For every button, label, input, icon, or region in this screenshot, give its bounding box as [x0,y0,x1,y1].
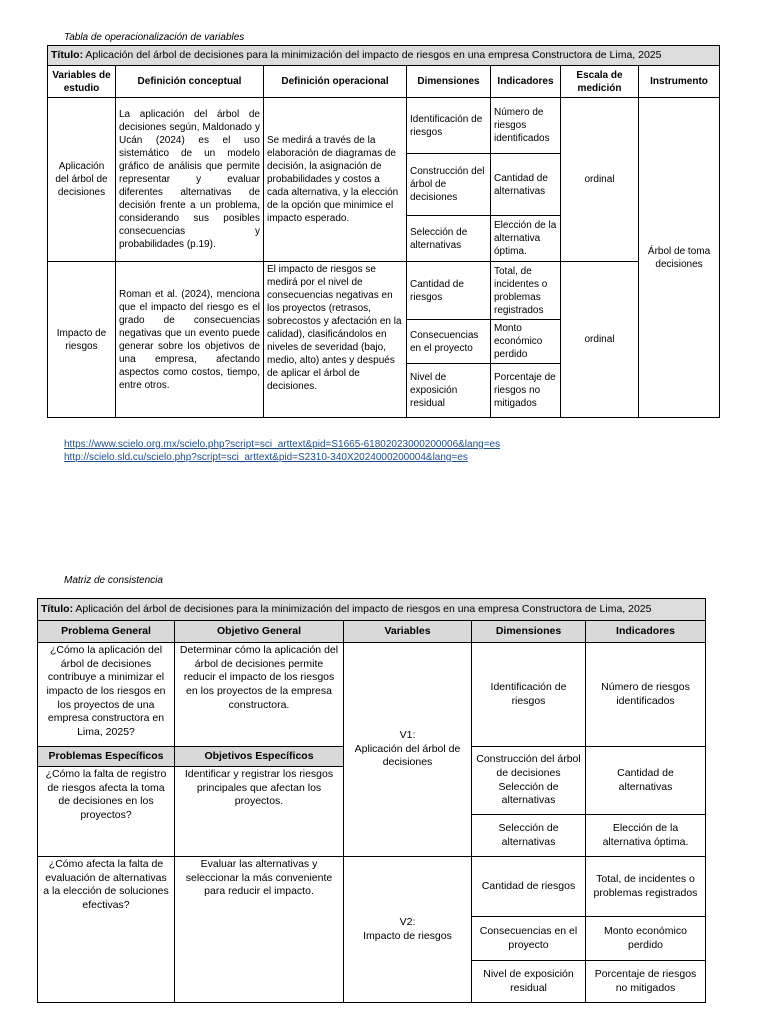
var2-operacional: El impacto de riesgos se medirá por el nivel de consecuencias negativas en los proyectos (retrasos, sobrecostos y afectación en la calidad), clasificándolos en niveles de severidad (bajo, medio, alto) antes y después de aplicar el árbol de decisiones. [264,262,407,418]
var1-dim-2: Construcción del árbol de decisiones [407,154,491,216]
var2-ind-3: Porcentaje de riesgos no mitigados [491,364,561,418]
v2-ind-1: Total, de incidentes o problemas registrados [586,857,706,917]
header-def-operacional: Definición operacional [264,66,407,98]
operationalization-table [47,45,720,418]
var1-ind-3: Elección de la alternativa óptima. [491,216,561,262]
v2-dim-3: Nivel de exposición residual [472,961,586,1003]
header-problema-general: Problema General [38,621,175,643]
header-escala: Escala de medición [561,66,639,98]
header-objetivo-general: Objetivo General [175,621,344,643]
v2-dim-1: Cantidad de riesgos [472,857,586,917]
var2-escala: ordinal [561,262,639,418]
var1-ind-1: Número de riesgos identificados [491,98,561,154]
var1-operacional: Se medirá a través de la elaboración de diagramas de decisión, la asignación de probabilidades y costos a cada alternativa, y la elección de la opción que minimice el impacto esperado. [264,98,407,262]
problema-general: ¿Cómo la aplicación del árbol de decisiones contribuye a minimizar el impacto de los riesgos en los proyectos de una empresa constructora en Lima, 2025? [38,643,175,747]
v2-ind-3: Porcentaje de riesgos no mitigados [586,961,706,1003]
v1-ind-3: Elección de la alternativa óptima. [586,815,706,857]
header-indicadores-2: Indicadores [586,621,706,643]
var1-conceptual: La aplicación del árbol de decisiones según, Maldonado y Ucán (2024) es el uso sistemático de un modelo gráfico de análisis que permite representar y evaluar diferentes alternativas de decisión frente a un problema, considerando sus posibles consecuencias y probabilidades (p.19). [116,98,264,262]
header-variables-2: Variables [344,621,472,643]
var1-dim-3: Selección de alternativas [407,216,491,262]
var1-dim-1: Identificación de riesgos [407,98,491,154]
var2-dim-2: Consecuencias en el proyecto [407,320,491,364]
v1-ind-2: Cantidad de alternativas [586,747,706,815]
header-def-conceptual: Definición conceptual [116,66,264,98]
consistency-matrix [37,598,706,1003]
header-instrumento: Instrumento [639,66,720,98]
var2-name: Impacto de riesgos [48,262,116,418]
header-problemas-especificos: Problemas Específicos [38,747,175,767]
v1-dim-3: Selección de alternativas [472,815,586,857]
header-dimensiones-2: Dimensiones [472,621,586,643]
v2-ind-2: Monto económico perdido [586,917,706,961]
var2-ind-1: Total, de incidentes o problemas registrados [491,262,561,320]
problema-especifico-2: ¿Cómo afecta la falta de evaluación de alternativas a la elección de soluciones efectivas? [38,857,175,1003]
var2-dim-1: Cantidad de riesgos [407,262,491,320]
header-objetivos-especificos: Objetivos Específicos [175,747,344,767]
reference-link-2[interactable]: http://scielo.sld.cu/scielo.php?script=sci_arttext&pid=S2310-340X2024000200004&lang=es [64,452,468,463]
objetivo-especifico-2: Evaluar las alternativas y seleccionar la más conveniente para reducir el impacto. [175,857,344,1003]
v2-cell: V2: Impacto de riesgos [344,857,472,1003]
var2-dim-3: Nivel de exposición residual [407,364,491,418]
instrumento: Árbol de toma decisiones [639,98,720,418]
v1-dim-2: Construcción del árbol de decisiones Selección de alternativas [472,747,586,815]
v2-dim-2: Consecuencias en el proyecto [472,917,586,961]
v1-ind-1: Número de riesgos identificados [586,643,706,747]
objetivo-especifico-1: Identificar y registrar los riesgos principales que afectan los proyectos. [175,767,344,857]
table2-caption: Matriz de consistencia [64,575,163,586]
reference-link-1[interactable]: https://www.scielo.org.mx/scielo.php?script=sci_arttext&pid=S1665-61802023000200006&lang=es [64,439,501,450]
var2-ind-2: Monto económico perdido [491,320,561,364]
var1-name: Aplicación del árbol de decisiones [48,98,116,262]
var1-ind-2: Cantidad de alternativas [491,154,561,216]
header-variables: Variables de estudio [48,66,116,98]
table1-caption: Tabla de operacionalización de variables [64,32,245,43]
table2-title: Título: Aplicación del árbol de decisiones para la minimización del impacto de riesgos en una empresa Constructora de Lima, 2025 [38,599,706,621]
v1-dim-1: Identificación de riesgos [472,643,586,747]
v1-cell: V1: Aplicación del árbol de decisiones [344,643,472,857]
reference-links [64,438,500,464]
problema-especifico-1: ¿Cómo la falta de registro de riesgos afecta la toma de decisiones en los proyectos? [38,767,175,857]
table1-title: Título: Aplicación del árbol de decisiones para la minimización del impacto de riesgos en una empresa Constructora de Lima, 2025 [48,46,720,66]
var2-conceptual: Roman et al. (2024), menciona que el impacto del riesgo es el grado de consecuencias negativas que un evento puede generar sobre los objetivos de una empresa, afectando aspectos como costos, tiempo, entre otros. [116,262,264,418]
objetivo-general: Determinar cómo la aplicación del árbol de decisiones permite reducir el impacto de los riesgos en los proyectos de la empresa constructora. [175,643,344,747]
header-dimensiones: Dimensiones [407,66,491,98]
var1-escala: ordinal [561,98,639,262]
header-indicadores: Indicadores [491,66,561,98]
